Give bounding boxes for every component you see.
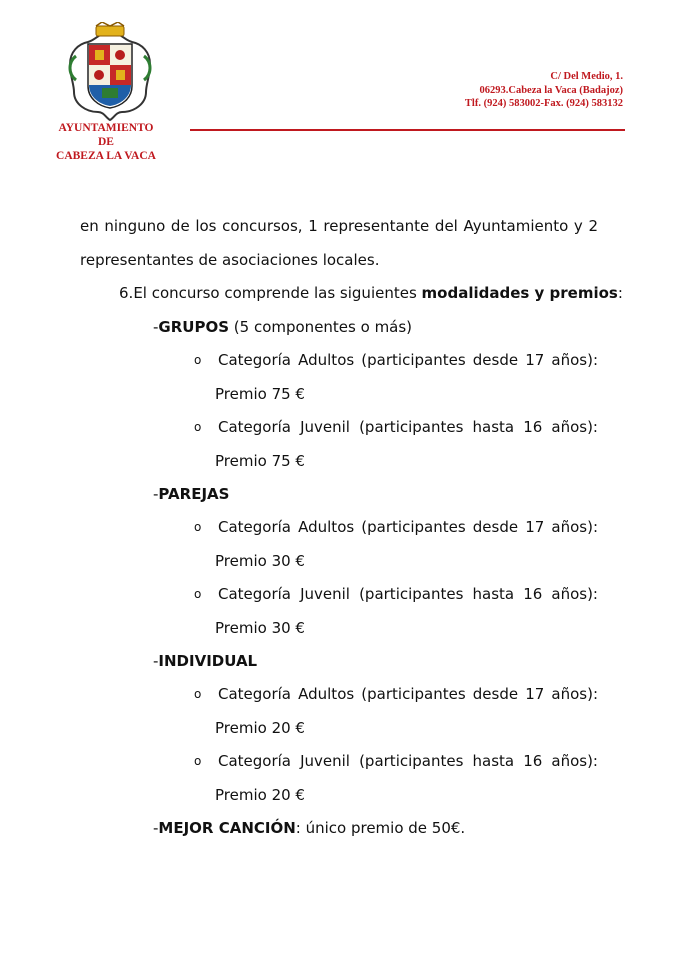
bullet-marker: o — [194, 520, 202, 534]
address-line-2: 06293.Cabeza la Vaca (Badajoz) — [479, 84, 623, 96]
header-divider — [190, 129, 625, 131]
coat-of-arms-seal — [62, 22, 158, 122]
dash: - — [153, 318, 159, 336]
org-line-2: DE — [98, 136, 114, 148]
address-line-1: C/ Del Medio, 1. — [550, 71, 623, 82]
section-grupos-heading — [153, 317, 412, 337]
prize-text: Premio 20 € — [215, 719, 305, 737]
bullet-marker: o — [194, 353, 202, 367]
item-6 — [119, 283, 623, 303]
bullet-marker: o — [194, 420, 202, 434]
section-title: INDIVIDUAL — [158, 652, 258, 670]
section-individual-heading — [153, 651, 257, 671]
bullet-marker: o — [194, 687, 202, 701]
address-line-3: Tlf. (924) 583002-Fax. (924) 583132 — [464, 98, 623, 109]
bullet-marker: o — [194, 754, 202, 768]
section-text: : único premio de 50€. — [295, 819, 466, 837]
section-title: PAREJAS — [158, 485, 230, 503]
prize-text: Premio 75 € — [215, 385, 305, 403]
item-6-text: El concurso comprende las siguientes — [133, 284, 422, 302]
item-6-bold: modalidades y premios — [421, 284, 618, 302]
paragraph-line-2: representantes de asociaciones locales. — [80, 251, 380, 269]
category-juvenil: Categoría Juvenil (participantes hasta 16 años): — [218, 752, 598, 770]
section-title: MEJOR CANCIÓN — [158, 819, 296, 837]
address-block — [465, 70, 623, 111]
category-adultos: Categoría Adultos (participantes desde 17 años): — [218, 351, 598, 369]
category-juvenil: Categoría Juvenil (participantes hasta 16 años): — [218, 418, 598, 436]
dash: - — [153, 652, 159, 670]
section-title: GRUPOS — [158, 318, 230, 336]
organization-name — [40, 121, 172, 163]
prize-text: Premio 20 € — [215, 786, 305, 804]
prize-text: Premio 75 € — [215, 452, 305, 470]
section-parejas-heading — [153, 484, 229, 504]
section-mejor-cancion — [153, 818, 465, 838]
category-adultos: Categoría Adultos (participantes desde 17 años): — [218, 518, 598, 536]
bullet-marker: o — [194, 587, 202, 601]
category-adultos: Categoría Adultos (participantes desde 17 años): — [218, 685, 598, 703]
paragraph-line-1: en ninguno de los concursos, 1 representante del Ayuntamiento y 2 — [80, 217, 598, 235]
item-number: 6. — [119, 284, 134, 302]
org-line-3: CABEZA LA VACA — [56, 150, 156, 162]
prize-text: Premio 30 € — [215, 619, 305, 637]
prize-text: Premio 30 € — [215, 552, 305, 570]
org-line-1: AYUNTAMIENTO — [58, 122, 154, 134]
item-6-colon: : — [617, 284, 623, 302]
dash: - — [153, 485, 159, 503]
section-note: (5 componentes o más) — [229, 318, 413, 336]
category-juvenil: Categoría Juvenil (participantes hasta 16 años): — [218, 585, 598, 603]
dash: - — [153, 819, 159, 837]
